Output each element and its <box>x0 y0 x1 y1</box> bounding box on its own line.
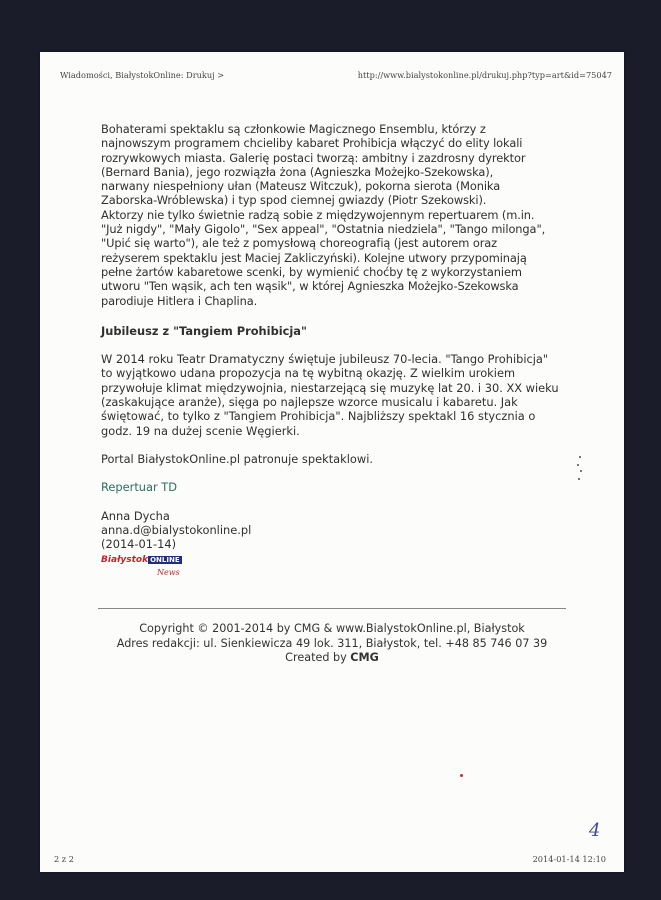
print-datetime: 2014-01-14 12:10 <box>532 854 606 864</box>
copyright-line: Copyright © 2001-2014 by CMG & www.BialystokOnline.pl, Białystok <box>139 622 525 635</box>
site-footer <box>40 622 624 666</box>
print-header-title: Wiadomości, BiałystokOnline: Drukuj > <box>60 70 225 80</box>
article-paragraph-2: W 2014 roku Teatr Dramatyczny świętuje jubileusz 70-lecia. "Tango Prohibicja" to wyjątkowo udana propozycja na tę wybitną okazję. Z wielkim urokiem przywołuje klimat międzywojnia, niestarzejącą się muzykę lat 20. i 30. XX wieku (zaskakujące aranże), sięga po najlepsze wzorce musicalu i kabaretu. Jak świętować, to tylko z "Tangiem Prohibicja". Najbliższy spektakl 16 stycznia o godz. 19 na dużej scenie Węgierki. <box>101 352 559 438</box>
logo-online: ONLINE <box>150 556 180 565</box>
article-paragraph-1: Bohaterami spektaklu są członkowie Magicznego Ensemblu, którzy z najnowszym programem chcieliby kabaret Prohibicja włączyć do elity lokali rozrywkowych miasta. Galerię postaci tworzą: ambitny i zazdrosny dyrektor (Bernard Bania), jego rozwiązła żona (Agnieszka Możejko-Szekowska), narwany niespełniony ułan (Mateusz Witczuk), pokorna sierota (Monika Zaborska-Wróblewska) i typ spod ciemnej gwiazdy (Piotr Szekowski). Aktorzy nie tylko świetnie radzą sobie z międzywojennym repertuarem (m.in. "Już nigdy", "Mały Gigolo", "Sex appeal", "Ostatnia niedziela", "Tango milonga", "Upić się warto"), ale też z pomysłową choreografią (jest autorem oraz reżyserem spektaklu jest Maciej Zakliczyński). Kolejne utwory przypominają pełne żartów kabaretowe scenki, by wymienić choćby tę z wykorzystaniem utworu "Ten wąsik, ach ten wąsik", w której Agnieszka Możejko-Szekowska parodiuje Hitlera i Chaplina. <box>101 122 546 308</box>
footer-divider <box>98 608 566 609</box>
logo-news: News <box>157 568 180 578</box>
author-block <box>101 509 571 552</box>
author-email[interactable]: anna.d@bialystokonline.pl <box>101 522 252 537</box>
scan-red-dot <box>460 774 463 777</box>
author-date: (2014-01-14) <box>101 537 177 552</box>
logo-brand: Białystok <box>101 555 149 566</box>
author-name: Anna Dycha <box>101 508 170 523</box>
bialystokonline-news-logo <box>101 552 201 580</box>
created-line: Created by CMG <box>285 651 379 664</box>
address-line: Adres redakcji: ul. Sienkiewicza 49 lok. 311, Białystok, tel. +48 85 746 07 39 <box>116 636 548 650</box>
printed-page <box>40 52 624 872</box>
print-header-url: http://www.bialystokonline.pl/drukuj.php?typ=art&id=75047 <box>357 70 612 80</box>
page-count: 2 z 2 <box>54 854 74 864</box>
repertuar-link[interactable]: Repertuar TD <box>101 480 178 495</box>
created-by-cmg: CMG <box>350 651 379 664</box>
portal-note: Portal BiałystokOnline.pl patronuje spektaklowi. <box>101 451 373 466</box>
handwritten-page-number: 4 <box>589 820 601 841</box>
article-body <box>101 122 571 580</box>
scan-specks <box>576 454 586 484</box>
section-heading: Jubileusz z "Tangiem Prohibicja" <box>101 323 307 338</box>
